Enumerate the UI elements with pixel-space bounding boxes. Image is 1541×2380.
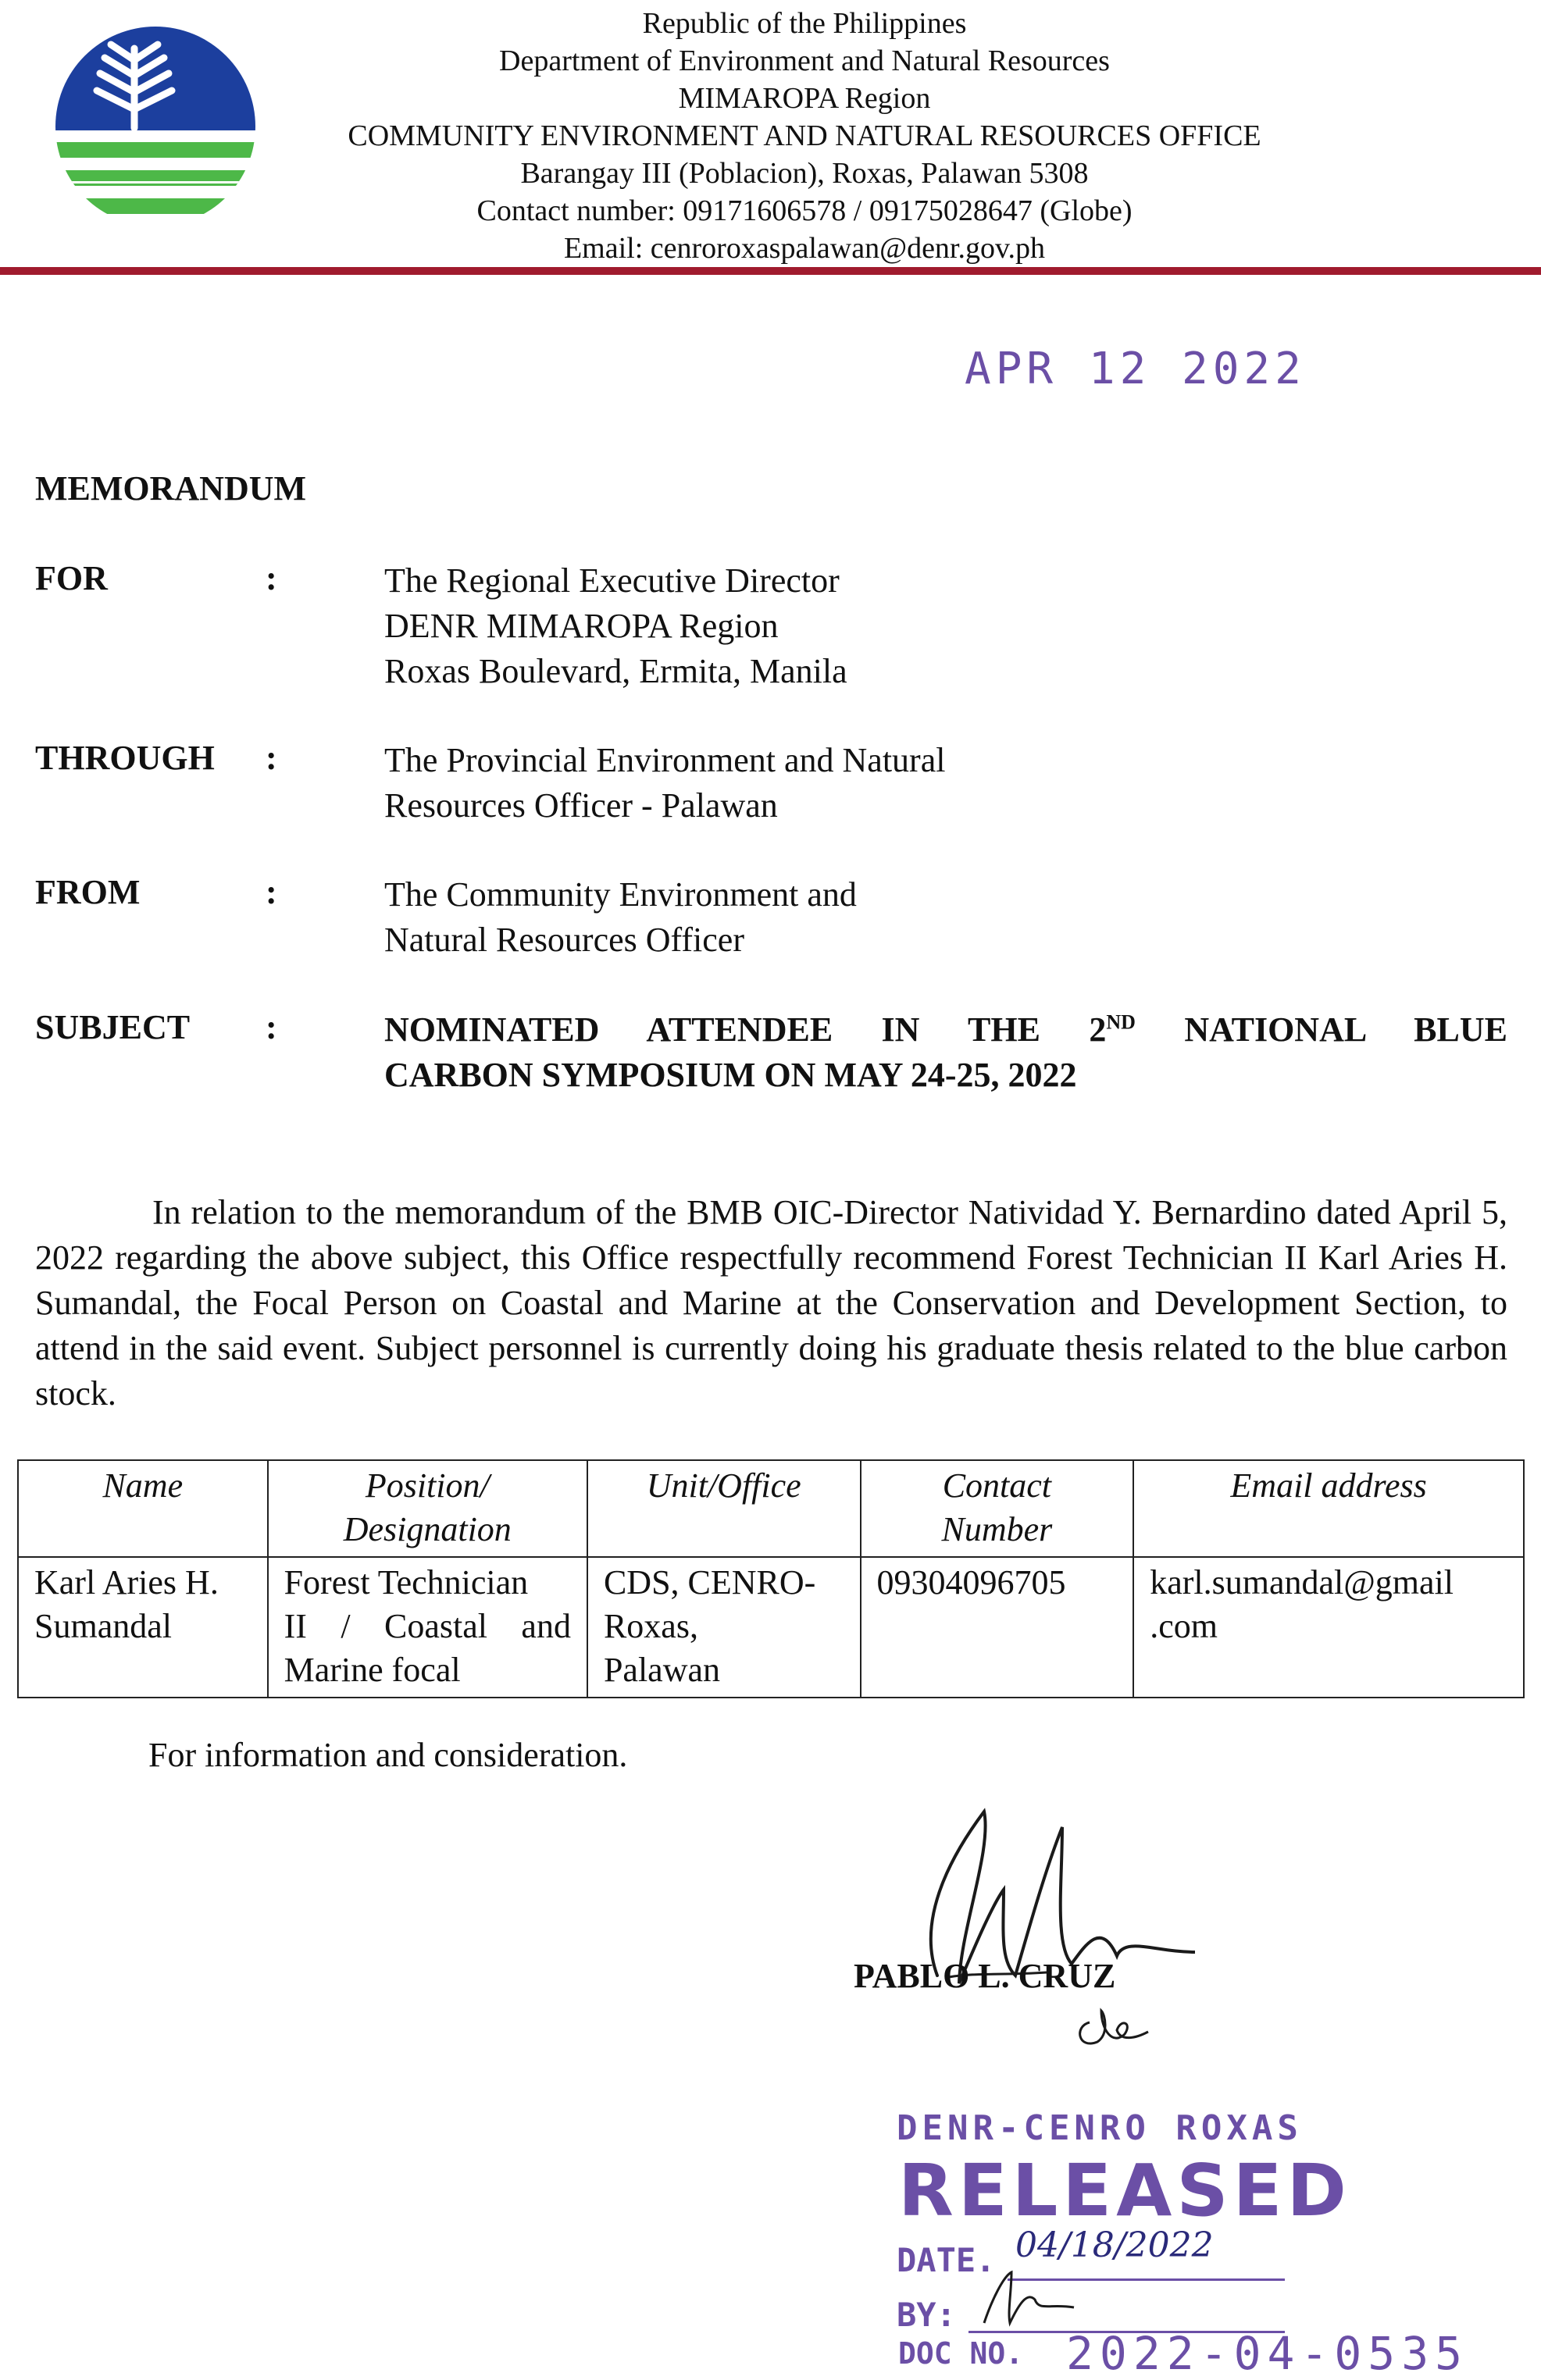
subject-label: SUBJECT [35, 1008, 191, 1046]
from-colon: : [266, 873, 277, 911]
from-label: FROM [35, 873, 141, 911]
through-line: The Provincial Environment and Natural [384, 741, 946, 779]
for-colon: : [266, 559, 277, 597]
stamp-released: RELEASED [898, 2149, 1351, 2232]
through-line: Resources Officer - Palawan [384, 786, 778, 825]
letterhead-contact: Contact number: 09171606578 / 09175028647 (Globe) [476, 194, 1133, 227]
letterhead-address: Barangay III (Poblacion), Roxas, Palawan 5308 [520, 157, 1089, 190]
header-name: Name [18, 1460, 268, 1557]
letterhead-email: Email: cenroroxaspalawan@denr.gov.ph [563, 232, 1046, 265]
stamp-by-label: BY: [897, 2296, 956, 2334]
body-paragraph: In relation to the memorandum of the BMB OIC-Director Natividad Y. Bernardino dated April 5, 2022 regarding the above subject, this Office respectfully recommend Forest Technician II Karl Aries H. Sumandal, the Focal Person on Coastal and Marine at the Conservation and Development Section, to attend in the said event. Subject personnel is currently doing his graduate thesis related to the blue carbon stock. [35, 1193, 1507, 1413]
received-date-stamp: APR 12 2022 [965, 344, 1306, 394]
through-recipient [384, 738, 945, 828]
signatory-name: PABLO L. CRUZ [854, 1957, 1116, 1995]
letterhead-region: MIMAROPA Region [678, 82, 931, 115]
memo-title: MEMORANDUM [35, 469, 307, 508]
subject-line-1 [384, 1007, 1507, 1053]
for-recipient [384, 558, 847, 694]
cell-contact: 09304096705 [861, 1557, 1134, 1698]
stamp-date-label: DATE. [897, 2241, 996, 2279]
cell-unit: CDS, CENRO- Roxas, Palawan [587, 1557, 861, 1698]
from-line: Natural Resources Officer [384, 921, 744, 959]
header-email: Email address [1133, 1460, 1524, 1557]
through-colon: : [266, 739, 277, 777]
subject-text-b: NATIONAL BLUE [1135, 1010, 1507, 1049]
through-label: THROUGH [35, 739, 215, 777]
subject-superscript: ND [1106, 1010, 1136, 1034]
from-sender [384, 872, 857, 963]
table-row [18, 1557, 1524, 1698]
cell-position: Forest Technician II / Coastal and Marine focal [268, 1557, 587, 1698]
cell-email: karl.sumandal@gmail .com [1133, 1557, 1524, 1698]
subject-colon: : [266, 1008, 277, 1046]
letterhead-republic: Republic of the Philippines [642, 7, 967, 40]
stamp-doc-label: DOC NO. [898, 2336, 1024, 2371]
nominee-table [17, 1459, 1525, 1698]
header-position: Position/ Designation [268, 1460, 587, 1557]
header-unit: Unit/Office [587, 1460, 861, 1557]
table-header-row [18, 1460, 1524, 1557]
for-line: The Regional Executive Director [384, 561, 840, 600]
from-line: The Community Environment and [384, 875, 857, 914]
letterhead-department: Department of Environment and Natural Resources [499, 45, 1110, 77]
closing-line: For information and consideration. [148, 1736, 628, 1774]
cell-name: Karl Aries H. Sumandal [18, 1557, 268, 1698]
letterhead-office: COMMUNITY ENVIRONMENT AND NATURAL RESOURCES OFFICE [348, 119, 1261, 152]
stamp-office: DENR-CENRO ROXAS [897, 2108, 1303, 2148]
for-line: DENR MIMAROPA Region [384, 607, 779, 645]
initials-icon [1070, 1999, 1156, 2054]
stamp-doc-number: 2022-04-0535 [1066, 2327, 1469, 2380]
subject-line-2: CARBON SYMPOSIUM ON MAY 24-25, 2022 [384, 1056, 1077, 1094]
stamp-signature-icon [972, 2268, 1082, 2331]
for-line: Roxas Boulevard, Ermita, Manila [384, 652, 847, 690]
header-contact: Contact Number [861, 1460, 1134, 1557]
subject-text-a: NOMINATED ATTENDEE IN THE 2 [384, 1010, 1107, 1049]
letterhead-divider [0, 267, 1541, 275]
for-label: FOR [35, 559, 108, 597]
stamp-date-value: 04/18/2022 [1015, 2225, 1214, 2265]
